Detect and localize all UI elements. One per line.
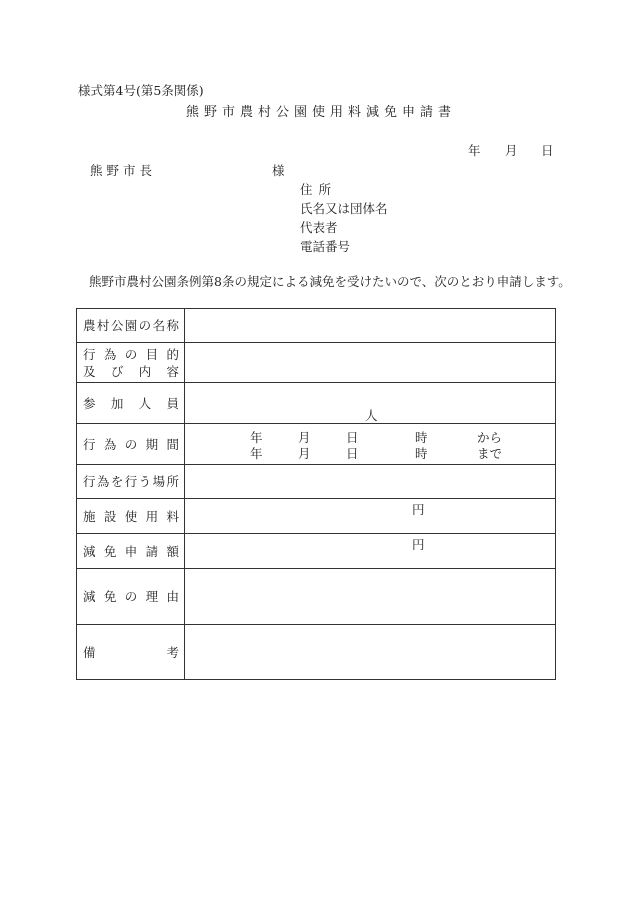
period-label: 行為の期間	[83, 436, 179, 452]
label-cell	[77, 569, 185, 625]
applicant-address-label: 住所	[300, 182, 338, 197]
label-cell	[77, 625, 185, 680]
date-day-label: 日	[541, 143, 554, 158]
reduction-reason-field[interactable]	[185, 569, 556, 625]
period-end-year: 年	[250, 446, 263, 461]
purpose-field[interactable]	[185, 343, 556, 383]
period-end-hour: 時	[415, 446, 428, 461]
location-label: 行為を行う場所	[83, 474, 179, 489]
reduction-amount-label: 減免申請額	[83, 543, 179, 559]
reduction-reason-label: 減免の理由	[83, 589, 179, 604]
participants-label: 参加人員	[83, 395, 179, 411]
table-row	[77, 309, 556, 343]
period-start-hour: 時	[415, 430, 428, 445]
table-row	[77, 499, 556, 534]
table-row	[77, 465, 556, 499]
addressee-honorific: 様	[272, 163, 285, 178]
date-month-label: 月	[505, 143, 518, 158]
label-cell	[77, 424, 185, 465]
table-row	[77, 343, 556, 383]
label-cell	[77, 383, 185, 424]
participants-field[interactable]	[185, 383, 556, 424]
table-row	[77, 534, 556, 569]
addressee: 熊野市長	[90, 163, 157, 178]
period-end-day: 日	[346, 446, 359, 461]
reduction-amount-field[interactable]	[185, 534, 556, 569]
applicant-phone-label: 電話番号	[300, 239, 351, 254]
period-start-day: 日	[346, 430, 359, 445]
participants-unit: 人	[365, 408, 378, 423]
park-name-label: 農村公園の名称	[83, 318, 179, 333]
form-number: 様式第4号(第5条関係)	[78, 83, 204, 98]
label-cell	[77, 534, 185, 569]
period-start-year: 年	[250, 430, 263, 445]
facility-fee-label: 施設使用料	[83, 508, 179, 524]
reduction-amount-yen: 円	[412, 537, 425, 552]
period-end-month: 月	[298, 446, 311, 461]
applicant-representative-label: 代表者	[300, 220, 338, 235]
date-year-label: 年	[468, 143, 481, 158]
label-cell	[77, 499, 185, 534]
facility-fee-field[interactable]	[185, 499, 556, 534]
application-form-table	[76, 308, 556, 680]
remarks-label: 備考	[83, 644, 179, 660]
document-title: 熊野市農村公園使用料減免申請書	[185, 105, 456, 120]
purpose-label-line1: 行為の目的	[83, 346, 179, 362]
label-cell	[77, 465, 185, 499]
label-cell	[77, 343, 185, 383]
park-name-field[interactable]	[185, 309, 556, 343]
applicant-name-label: 氏名又は団体名	[300, 201, 388, 216]
application-statement: 熊野市農村公園条例第8条の規定による減免を受けたいので、次のとおり申請します。	[89, 274, 571, 289]
period-to: まで	[477, 446, 503, 461]
label-cell	[77, 309, 185, 343]
period-start-month: 月	[298, 430, 311, 445]
period-from: から	[477, 430, 503, 445]
table-row	[77, 383, 556, 424]
table-row	[77, 569, 556, 625]
purpose-label-line2: 及び内容	[83, 363, 179, 379]
table-row	[77, 424, 556, 465]
period-field[interactable]	[185, 424, 556, 465]
remarks-field[interactable]	[185, 625, 556, 680]
table-row	[77, 625, 556, 680]
location-field[interactable]	[185, 465, 556, 499]
facility-fee-yen: 円	[412, 502, 425, 517]
